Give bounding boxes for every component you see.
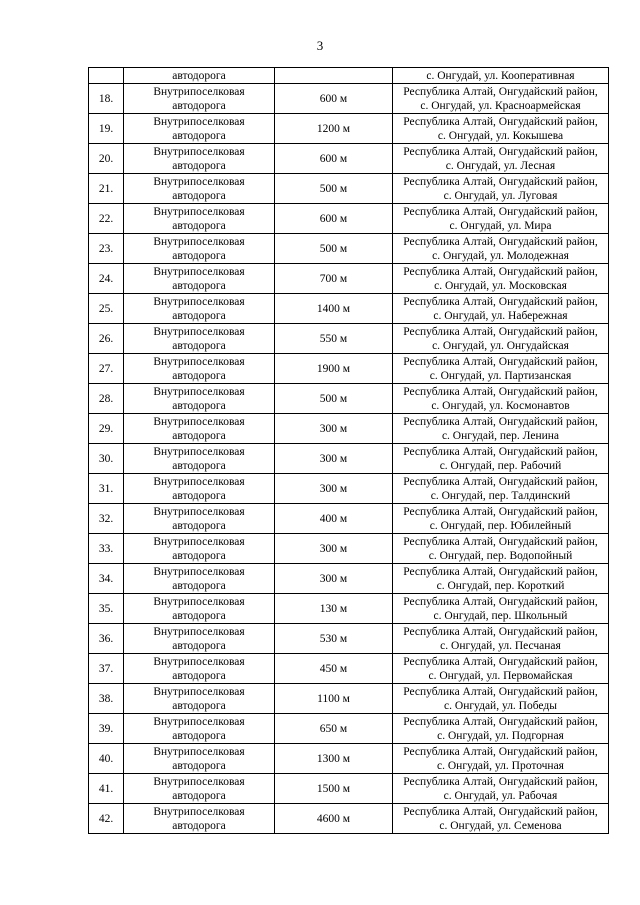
road-length-cell: 600 м: [275, 204, 393, 234]
road-address-line: Республика Алтай, Онгудайский район,: [403, 565, 598, 578]
road-type-line: автодорога: [172, 489, 226, 502]
road-type-line: автодорога: [172, 189, 226, 202]
road-address-cell: [393, 444, 609, 474]
row-number-cell: 37.: [89, 654, 124, 684]
road-type-line: Внутрипоселковая: [153, 595, 245, 608]
table-row: [89, 804, 609, 834]
road-address-line: Республика Алтай, Онгудайский район,: [403, 205, 598, 218]
road-length-cell: 500 м: [275, 384, 393, 414]
road-address-line: Республика Алтай, Онгудайский район,: [403, 745, 598, 758]
road-type-line: Внутрипоселковая: [153, 715, 245, 728]
row-number-cell: 35.: [89, 594, 124, 624]
road-address-line: Республика Алтай, Онгудайский район,: [403, 715, 598, 728]
road-type-line: Внутрипоселковая: [153, 775, 245, 788]
road-type-line: Внутрипоселковая: [153, 355, 245, 368]
road-address-cell: [393, 84, 609, 114]
road-type-line: автодорога: [172, 549, 226, 562]
road-type-line: автодорога: [172, 99, 226, 112]
row-number-cell: 31.: [89, 474, 124, 504]
road-address-line: с. Онгудай, ул. Победы: [444, 699, 557, 712]
road-length-cell: 300 м: [275, 564, 393, 594]
road-length-cell: 530 м: [275, 624, 393, 654]
row-number-cell: 29.: [89, 414, 124, 444]
road-address-cell: [393, 684, 609, 714]
road-address-cell: [393, 414, 609, 444]
road-address-line: с. Онгудай, ул. Красноармейская: [420, 99, 581, 112]
road-type-text: автодорога: [172, 69, 226, 82]
road-type-cell: [124, 204, 275, 234]
road-type-cell: [124, 234, 275, 264]
row-number-cell: 23.: [89, 234, 124, 264]
row-number-cell: 42.: [89, 804, 124, 834]
road-type-cell: [124, 804, 275, 834]
road-type-line: автодорога: [172, 309, 226, 322]
road-type-line: автодорога: [172, 759, 226, 772]
road-type-line: Внутрипоселковая: [153, 385, 245, 398]
road-length-cell: 1400 м: [275, 294, 393, 324]
table-row: [89, 654, 609, 684]
road-length-cell: 300 м: [275, 444, 393, 474]
road-address-line: с. Онгудай, ул. Первомайская: [428, 669, 573, 682]
road-length-cell: 700 м: [275, 264, 393, 294]
road-type-line: автодорога: [172, 339, 226, 352]
road-type-line: автодорога: [172, 519, 226, 532]
road-address-cell: [393, 774, 609, 804]
road-address-line: Республика Алтай, Онгудайский район,: [403, 475, 598, 488]
road-type-line: автодорога: [172, 699, 226, 712]
road-address-line: с. Онгудай, пер. Талдинский: [430, 489, 571, 502]
row-number-cell: 20.: [89, 144, 124, 174]
table-row: [89, 774, 609, 804]
road-length-cell: 500 м: [275, 234, 393, 264]
table-row: [89, 714, 609, 744]
roads-table: [88, 67, 609, 834]
road-type-cell: [124, 774, 275, 804]
road-length-cell: 1900 м: [275, 354, 393, 384]
roads-table-body: [89, 68, 609, 834]
road-type-line: Внутрипоселковая: [153, 85, 245, 98]
road-type-line: автодорога: [172, 459, 226, 472]
road-length-cell: 300 м: [275, 474, 393, 504]
road-address-cell: [393, 324, 609, 354]
road-type-line: Внутрипоселковая: [153, 265, 245, 278]
road-length-cell: 4600 м: [275, 804, 393, 834]
road-length-cell: 1200 м: [275, 114, 393, 144]
road-address-line: Республика Алтай, Онгудайский район,: [403, 505, 598, 518]
row-number-cell: 18.: [89, 84, 124, 114]
road-address-cell: [393, 384, 609, 414]
road-length-cell: 1500 м: [275, 774, 393, 804]
road-type-cell: [124, 624, 275, 654]
table-row: [89, 174, 609, 204]
road-address-cell: [393, 624, 609, 654]
row-number-cell: 24.: [89, 264, 124, 294]
road-type-cell: [124, 324, 275, 354]
road-type-cell: [124, 294, 275, 324]
road-address-line: с. Онгудай, ул. Партизанская: [429, 369, 572, 382]
road-type-cell: [124, 594, 275, 624]
row-number-cell: 38.: [89, 684, 124, 714]
table-row: [89, 354, 609, 384]
table-row: [89, 234, 609, 264]
road-type-line: Внутрипоселковая: [153, 325, 245, 338]
road-type-line: автодорога: [172, 639, 226, 652]
road-type-line: автодорога: [172, 729, 226, 742]
table-row: [89, 564, 609, 594]
road-type-cell: [124, 68, 275, 84]
road-address-line: с. Онгудай, ул. Семенова: [439, 819, 562, 832]
road-address-line: Республика Алтай, Онгудайский район,: [403, 775, 598, 788]
road-length-cell: 300 м: [275, 534, 393, 564]
road-address-cell: [393, 114, 609, 144]
road-type-line: автодорога: [172, 819, 226, 832]
table-row: [89, 504, 609, 534]
road-address-line: Республика Алтай, Онгудайский район,: [403, 415, 598, 428]
row-number-cell: 41.: [89, 774, 124, 804]
road-type-line: Внутрипоселковая: [153, 505, 245, 518]
table-row: [89, 684, 609, 714]
road-address-line: с. Онгудай, ул. Луговая: [443, 189, 558, 202]
road-address-cell: [393, 714, 609, 744]
road-address-line: с. Онгудай, пер. Рабочий: [439, 459, 562, 472]
road-address-cell: [393, 594, 609, 624]
table-row: [89, 294, 609, 324]
table-row: [89, 414, 609, 444]
road-length-cell: 600 м: [275, 144, 393, 174]
road-length-cell: 1100 м: [275, 684, 393, 714]
road-address-line: с. Онгудай, ул. Набережная: [433, 309, 568, 322]
road-address-line: Республика Алтай, Онгудайский район,: [403, 145, 598, 158]
road-type-cell: [124, 504, 275, 534]
road-address-line: Республика Алтай, Онгудайский район,: [403, 235, 598, 248]
row-number-cell: 39.: [89, 714, 124, 744]
road-address-line: Республика Алтай, Онгудайский район,: [403, 385, 598, 398]
row-number-cell: 28.: [89, 384, 124, 414]
table-row: [89, 534, 609, 564]
row-number-cell: 19.: [89, 114, 124, 144]
road-address-line: с. Онгудай, пер. Школьный: [433, 609, 568, 622]
road-address-line: с. Онгудай, пер. Короткий: [436, 579, 565, 592]
road-address-line: с. Онгудай, ул. Онгудайская: [432, 339, 569, 352]
road-type-line: автодорога: [172, 399, 226, 412]
table-row: [89, 594, 609, 624]
road-type-line: автодорога: [172, 369, 226, 382]
table-row: [89, 84, 609, 114]
road-type-cell: [124, 114, 275, 144]
row-number-cell: 36.: [89, 624, 124, 654]
road-type-cell: [124, 354, 275, 384]
road-type-line: Внутрипоселковая: [153, 625, 245, 638]
road-type-cell: [124, 84, 275, 114]
row-number-cell: [89, 68, 124, 84]
road-type-line: автодорога: [172, 129, 226, 142]
road-type-line: автодорога: [172, 669, 226, 682]
road-type-line: автодорога: [172, 789, 226, 802]
table-row: [89, 204, 609, 234]
road-type-line: Внутрипоселковая: [153, 685, 245, 698]
road-address-line: с. Онгудай, ул. Проточная: [437, 759, 564, 772]
road-address-line: с. Онгудай, ул. Кокышева: [437, 129, 564, 142]
road-address-cell: [393, 234, 609, 264]
road-address-text: с. Онгудай, ул. Кооперативная: [426, 69, 575, 82]
road-type-line: Внутрипоселковая: [153, 175, 245, 188]
road-type-line: автодорога: [172, 429, 226, 442]
road-address-line: Республика Алтай, Онгудайский район,: [403, 265, 598, 278]
road-length-cell: 650 м: [275, 714, 393, 744]
road-type-line: автодорога: [172, 279, 226, 292]
road-length-cell: 550 м: [275, 324, 393, 354]
road-type-line: Внутрипоселковая: [153, 805, 245, 818]
table-row: [89, 144, 609, 174]
road-address-cell: [393, 294, 609, 324]
road-address-line: с. Онгудай, ул. Подгорная: [437, 729, 564, 742]
row-number-cell: 26.: [89, 324, 124, 354]
road-type-cell: [124, 654, 275, 684]
road-address-cell: [393, 654, 609, 684]
road-address-line: Республика Алтай, Онгудайский район,: [403, 295, 598, 308]
road-address-cell: [393, 504, 609, 534]
road-address-cell: [393, 534, 609, 564]
road-type-line: Внутрипоселковая: [153, 115, 245, 128]
road-address-line: Республика Алтай, Онгудайский район,: [403, 625, 598, 638]
road-address-line: с. Онгудай, пер. Юбилейный: [429, 519, 572, 532]
page-number: 3: [316, 38, 324, 53]
road-address-line: с. Онгудай, пер. Ленина: [441, 429, 560, 442]
table-row: [89, 474, 609, 504]
road-address-cell: [393, 68, 609, 84]
road-type-cell: [124, 264, 275, 294]
table-row: [89, 324, 609, 354]
road-type-line: Внутрипоселковая: [153, 205, 245, 218]
row-number-cell: 27.: [89, 354, 124, 384]
road-type-line: автодорога: [172, 579, 226, 592]
road-address-line: с. Онгудай, ул. Мира: [449, 219, 552, 232]
road-address-cell: [393, 804, 609, 834]
row-number-cell: 40.: [89, 744, 124, 774]
row-number-cell: 30.: [89, 444, 124, 474]
road-address-line: Республика Алтай, Онгудайский район,: [403, 595, 598, 608]
row-number-cell: 32.: [89, 504, 124, 534]
road-type-line: Внутрипоселковая: [153, 145, 245, 158]
road-address-cell: [393, 204, 609, 234]
row-number-cell: 34.: [89, 564, 124, 594]
road-address-line: Республика Алтай, Онгудайский район,: [403, 115, 598, 128]
road-type-cell: [124, 414, 275, 444]
road-address-line: с. Онгудай, ул. Песчаная: [440, 639, 561, 652]
road-type-line: Внутрипоселковая: [153, 745, 245, 758]
road-type-cell: [124, 684, 275, 714]
table-row: [89, 444, 609, 474]
table-row: [89, 264, 609, 294]
road-length-cell: 500 м: [275, 174, 393, 204]
road-type-line: Внутрипоселковая: [153, 235, 245, 248]
road-type-line: автодорога: [172, 249, 226, 262]
road-address-cell: [393, 744, 609, 774]
road-length-cell: 1300 м: [275, 744, 393, 774]
road-type-cell: [124, 534, 275, 564]
road-address-line: Республика Алтай, Онгудайский район,: [403, 325, 598, 338]
row-number-cell: 22.: [89, 204, 124, 234]
road-address-cell: [393, 144, 609, 174]
road-address-cell: [393, 474, 609, 504]
road-address-line: с. Онгудай, пер. Водопойный: [428, 549, 573, 562]
road-type-line: Внутрипоселковая: [153, 535, 245, 548]
road-length-cell: [275, 68, 393, 84]
road-type-line: автодорога: [172, 219, 226, 232]
row-number-cell: 33.: [89, 534, 124, 564]
road-address-line: Республика Алтай, Онгудайский район,: [403, 685, 598, 698]
road-type-line: Внутрипоселковая: [153, 475, 245, 488]
road-address-line: Республика Алтай, Онгудайский район,: [403, 85, 598, 98]
road-type-line: Внутрипоселковая: [153, 415, 245, 428]
road-type-line: Внутрипоселковая: [153, 565, 245, 578]
table-row: [89, 114, 609, 144]
row-number-cell: 21.: [89, 174, 124, 204]
road-address-cell: [393, 264, 609, 294]
road-type-line: Внутрипоселковая: [153, 655, 245, 668]
road-address-line: с. Онгудай, ул. Московская: [434, 279, 567, 292]
road-length-cell: 600 м: [275, 84, 393, 114]
road-type-cell: [124, 714, 275, 744]
road-address-cell: [393, 564, 609, 594]
road-type-cell: [124, 474, 275, 504]
road-address-line: с. Онгудай, ул. Лесная: [445, 159, 556, 172]
road-type-cell: [124, 444, 275, 474]
table-row: [89, 624, 609, 654]
table-row: [89, 68, 609, 84]
road-address-line: с. Онгудай, ул. Космонавтов: [431, 399, 570, 412]
table-row: [89, 744, 609, 774]
road-length-cell: 400 м: [275, 504, 393, 534]
road-length-cell: 300 м: [275, 414, 393, 444]
road-address-line: Республика Алтай, Онгудайский район,: [403, 355, 598, 368]
road-address-line: Республика Алтай, Онгудайский район,: [403, 805, 598, 818]
road-address-line: с. Онгудай, ул. Молодежная: [432, 249, 569, 262]
road-type-line: автодорога: [172, 609, 226, 622]
road-address-line: Республика Алтай, Онгудайский район,: [403, 535, 598, 548]
road-address-line: Республика Алтай, Онгудайский район,: [403, 655, 598, 668]
road-address-line: с. Онгудай, ул. Рабочая: [443, 789, 558, 802]
row-number-cell: 25.: [89, 294, 124, 324]
road-type-cell: [124, 144, 275, 174]
road-address-line: Республика Алтай, Онгудайский район,: [403, 445, 598, 458]
road-type-cell: [124, 174, 275, 204]
road-address-line: Республика Алтай, Онгудайский район,: [403, 175, 598, 188]
table-row: [89, 384, 609, 414]
road-address-cell: [393, 354, 609, 384]
road-type-line: Внутрипоселковая: [153, 445, 245, 458]
road-type-line: автодорога: [172, 159, 226, 172]
road-type-cell: [124, 564, 275, 594]
road-length-cell: 450 м: [275, 654, 393, 684]
road-length-cell: 130 м: [275, 594, 393, 624]
road-type-cell: [124, 744, 275, 774]
road-type-line: Внутрипоселковая: [153, 295, 245, 308]
road-type-cell: [124, 384, 275, 414]
road-address-cell: [393, 174, 609, 204]
